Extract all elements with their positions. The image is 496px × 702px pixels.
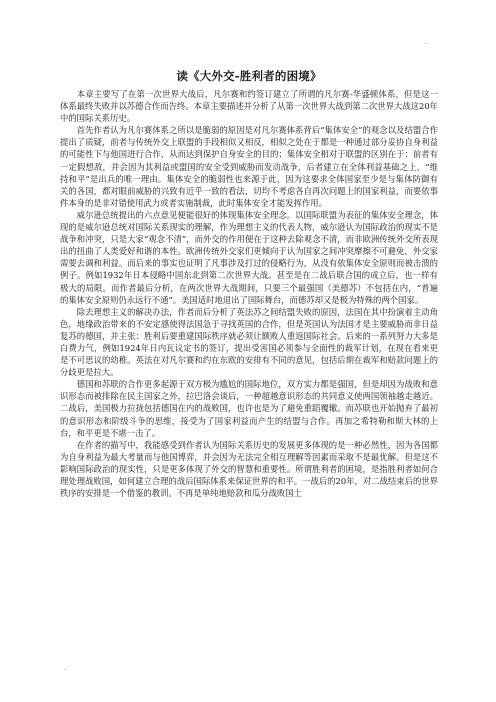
paragraph-2: 首先作者认为凡尔赛体系之所以是脆弱的原因是对凡尔赛体系背后“集体安全”的观念以及结盟合作提出了质疑，前者与传统外交上联盟的手段相似又相反，相似之处在于都是一种通过部分妥协自身利益的可能性下与他国进行合作，从而达到保护自身安全的目的；集体安全相对于联盟的区别在于：前者有一定假想敌，并会因为其利益或盟国的安全受到威胁而发动战争，后者建立在全体利益基础之上，“维持和平”是出兵的唯一理由。集体安全的脆弱性也来源于此，因为这要求全体国家至少是与集体防御有关的各国，都对眼前威胁的兴致有近乎一致的看法，切均不考虑各自再次问题上的国家利益，而要依事件本身的是非对错使用武力或者实施制裁，此时集体安全才能发挥作用。	[60, 125, 438, 208]
header-mark: ..	[424, 39, 428, 46]
paragraph-5: 德国和苏联的合作更多起源于双方极为尴尬的国际地位，双方实力都是强国，但是却因为战败和意识形态而被排除在民主国家之外，拉巴洛会谈后，一种超越意识形态的共同意义使两国领袖越走越近。二战后，美国极力拉拢包括德国在内的战败国，也许也是为了避免重蹈覆辙。而苏联也开始抛弃了最初的意识形态和阶级斗争的思维，接受为了国家利益而产生的结盟与合作。再加之希特勒和斯大林的上台，和平更是不堪一击了。	[60, 379, 438, 438]
paragraph-4: 除去理想主义的解决办法，作者而后分析了英法苏之间结盟失败的原因，法国在其中扮演着主动角色，地缘政治带来的不安定感使得法国急于寻找英国的合作，但是英国认为法国才是主要威胁而非日益复苏的德国，并主张：胜利后要重建国际秩序就必须让额败人重返国际社会。后来的一系列努力大多是白费力气，例如1924年日内瓦议定书的签订，提出受害国必须参与全面性的裁军计划，在现在看来更是不可思议的幼稚。英法在对凡尔赛和约在东欧的安排有不同的意见，包括后期在裁军和赔款问题上的分歧更是拉大。	[60, 306, 438, 378]
document-body	[60, 88, 438, 499]
paragraph-3: 威尔逊总统提出的六点意见便能很好的体现集体安全理念。以国际联盟为表征的集体安全理念，体现的是威尔逊总统对国际关系现实的理解，作为理想主义的代表人物，威尔逊认为国际政治的现实不是战争和冲突，只是大家“观念不清”，而外交的作用便在于这种去除观念不清，而非欧洲传统外交所表现出的扭曲了人类爱好和谐的本性。欧洲传统外交家们更倾向于认为国家之间冲突摩擦不可避免，外交家需要去调和利益。而后来的事实也证明了凡事涉及打过的侵略行为，从没有依集体安全原则而被击溃的例子。例如1932年日本侵略中国东北到第二次世界大战。甚至是在二战后联合国的成立后，也一样有极大的局限。而作者最后分析，在两次世界大战期间，只要三个最强国（美德苏）不包括在内，“普遍的集体安全原则仍永远行不通”。美国适时地退出了国际舞台，而德苏却又是极为特殊的两个国家。	[60, 209, 438, 305]
footer-mark: .	[64, 665, 66, 672]
paragraph-1: 本章主要写了在第一次世界大战后，凡尔赛和约签订建立了所谓的凡尔赛-华盛顿体系，但是这一体系最终失败并以苏德合作而告终。本章主要描述并分析了从第一次世界大战到第二次世界大战这20年中的国际关系历史。	[60, 89, 438, 124]
document-title: 读《大外交-胜利者的困境》	[176, 69, 322, 83]
paragraph-6: 在作者的描写中，我能感受到作者认为国际关系历史的发展更多体现的是一种必然性，因为各国都为自身利益为最大考量而与他国博弈，并会因为无法完全相互理解等因素而采取不是最优解。但是这不影响国际政治的现实性，只是更多体现了外交的智慧和重要性。所谓胜利者的困境，是指胜利者如何合理处理战败国，如何建立合理的战后国际体系来保证世界的和平。一战后的20年，对二战结束后的世界秩序的安排是一个借鉴的教训。不再是单纯地赔款和瓜分战败国土	[60, 439, 438, 499]
